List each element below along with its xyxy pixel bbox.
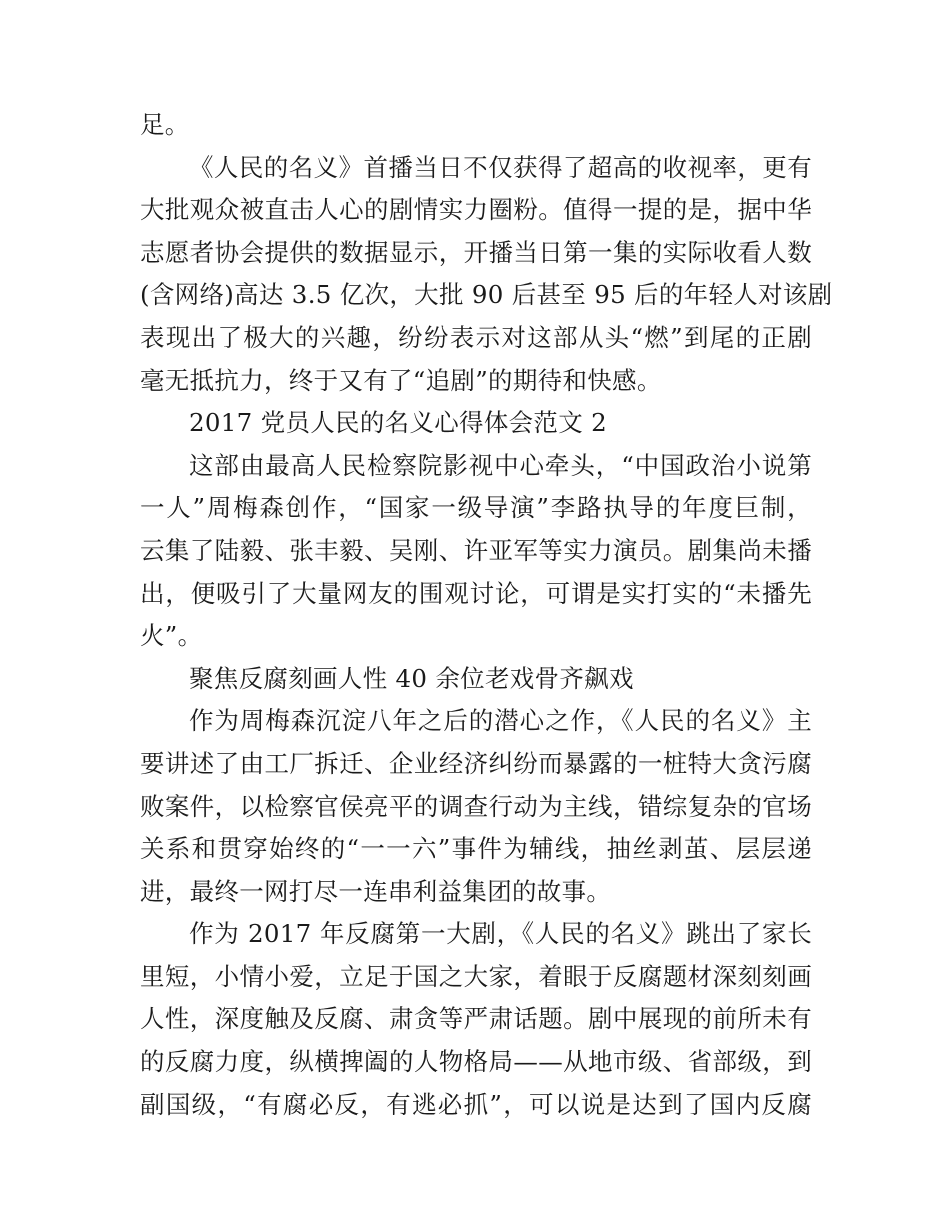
text-line: 云集了陆毅、张丰毅、吴刚、许亚军等实力演员。剧集尚未播 [140,535,812,565]
paragraph-production [140,445,812,658]
text-line: 表现出了极大的兴趣，纷纷表示对这部从头“燃”到尾的正剧 [140,322,812,352]
text-line: 里短，小情小爱，立足于国之大家，着眼于反腐题材深刻刻画 [140,961,812,991]
paragraph-continuation [140,104,812,147]
subheading [140,658,812,701]
text-line: 这部由最高人民检察院影视中心牵头，“中国政治小说第 [189,450,812,480]
text-line: 志愿者协会提供的数据显示，开播当日第一集的实际收看人数 [140,237,812,267]
text-line: 《人民的名义》首播当日不仅获得了超高的收视率，更有 [189,152,812,182]
text-line: 足。 [140,110,190,139]
paragraph-plot [140,700,812,913]
text-line: 一人”周梅森创作，“国家一级导演”李路执导的年度巨制， [140,493,812,523]
text-line: 人性，深度触及反腐、肃贪等严肃话题。剧中展现的前所未有 [140,1004,812,1034]
text-line: 毫无抵抗力，终于又有了“追剧”的期待和快感。 [140,365,662,395]
text-line: 副国级，“有腐必反，有逃必抓”，可以说是达到了国内反腐 [140,1089,812,1119]
text-line: 作为 2017 年反腐第一大剧，《人民的名义》跳出了家长 [189,919,812,949]
text-line: 火”。 [140,621,203,651]
text-line: 大批观众被直击人心的剧情实力圈粉。值得一提的是，据中华 [140,195,812,225]
text-line: 关系和贯穿始终的“一一六”事件为辅线，抽丝剥茧、层层递 [140,834,812,864]
text-line: 聚焦反腐刻画人性 40 余位老戏骨齐飙戏 [189,663,634,693]
text-line: (含网络)高达 3.5 亿次，大批 90 后甚至 95 后的年轻人对该剧 [140,280,833,310]
text-line: 作为周梅森沉淀八年之后的潜心之作，《人民的名义》主 [189,706,812,736]
text-line: 的反腐力度，纵横捭阖的人物格局——从地市级、省部级，到 [140,1047,812,1077]
document-body [140,104,833,1126]
paragraph-anti-corruption [140,913,812,1126]
text-line: 要讲述了由工厂拆迁、企业经济纠纷而暴露的一桩特大贪污腐 [140,748,812,778]
text-line: 败案件，以检察官侯亮平的调查行动为主线，错综复杂的官场 [140,791,812,821]
text-line: 进，最终一网打尽一连串利益集团的故事。 [140,876,612,906]
text-line: 2017 党员人民的名义心得体会范文 2 [189,408,608,438]
paragraph-broadcast-ratings [140,147,833,403]
text-line: 出，便吸引了大量网友的围观讨论，可谓是实打实的“未播先 [140,578,812,608]
section-heading [140,402,812,445]
